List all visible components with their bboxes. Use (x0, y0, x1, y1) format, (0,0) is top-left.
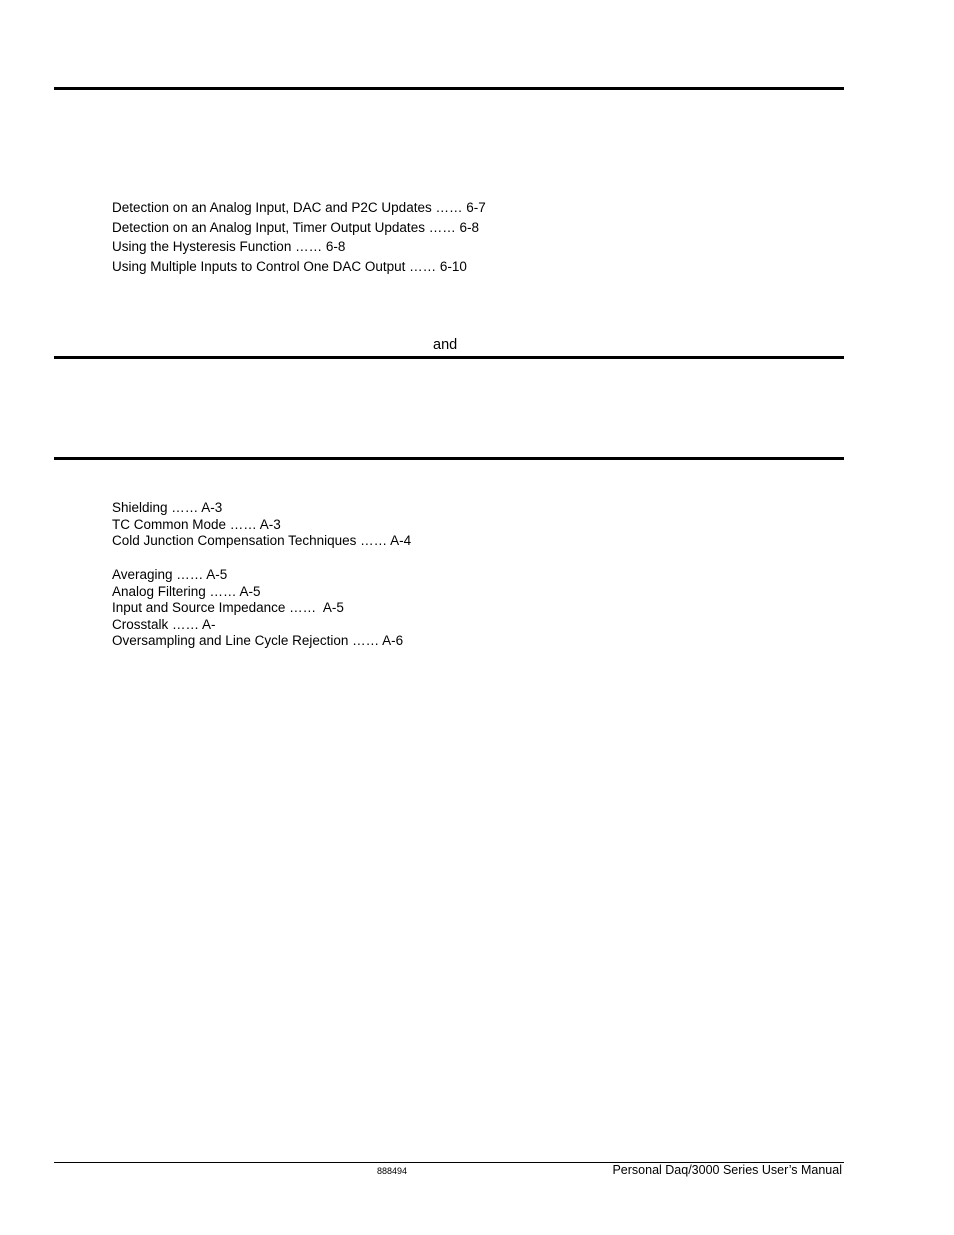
footer-doc-number: 888494 (377, 1166, 408, 1176)
toc-entry: Crosstalk …… A- (112, 616, 216, 632)
toc-entry: Using the Hysteresis Function …… 6-8 (112, 239, 346, 254)
and-text: and (433, 337, 458, 353)
toc-entry: Oversampling and Line Cycle Rejection …… A-6 (112, 633, 404, 648)
top-divider (54, 87, 844, 90)
toc-entry: Detection on an Analog Input, DAC and P2C Updates …… 6-7 (112, 200, 486, 215)
section-divider (54, 457, 844, 460)
toc-entry: Shielding …… A-3 (112, 500, 223, 515)
section-divider (54, 356, 844, 359)
toc-entry: Using Multiple Inputs to Control One DAC Output …… 6-10 (112, 258, 467, 274)
toc-section-2 (112, 500, 411, 550)
toc-section-3 (112, 567, 403, 650)
footer-manual-title: Personal Daq/3000 Series User’s Manual (612, 1163, 842, 1177)
toc-entry: Cold Junction Compensation Techniques …… A-4 (112, 533, 412, 548)
toc-entry: Input and Source Impedance …… A-5 (112, 600, 344, 615)
toc-entry: Detection on an Analog Input, Timer Output Updates …… 6-8 (112, 219, 479, 235)
toc-entry: Averaging …… A-5 (112, 567, 228, 582)
toc-entry: Analog Filtering …… A-5 (112, 583, 261, 599)
toc-section-1 (112, 198, 486, 276)
toc-entry: TC Common Mode …… A-3 (112, 516, 281, 532)
